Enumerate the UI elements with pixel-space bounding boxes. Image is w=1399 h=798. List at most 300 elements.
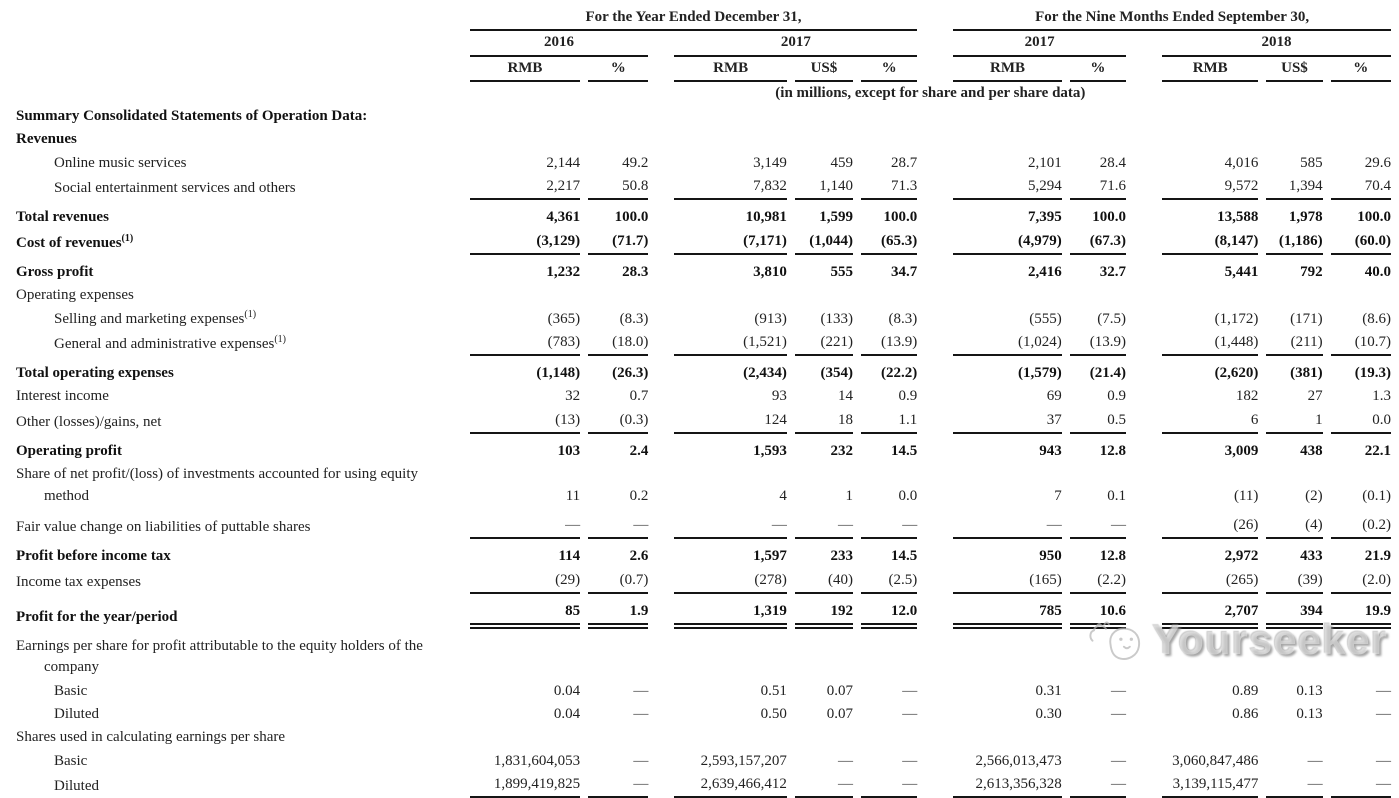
value-cell: (7,171) [674, 230, 786, 255]
column-spacer [1134, 539, 1154, 568]
value-cell [795, 726, 853, 749]
value-cell: (1,186) [1266, 230, 1322, 255]
value-cell: 12.0 [861, 594, 917, 629]
table-row [8, 434, 1391, 463]
table-row [8, 356, 1391, 385]
value-cell [1266, 128, 1322, 151]
table-row [8, 308, 1391, 331]
row-label: Operating expenses [16, 287, 134, 304]
value-cell: 792 [1300, 263, 1323, 280]
column-spacer [925, 750, 945, 773]
value-cell [1331, 105, 1391, 128]
column-spacer [925, 105, 945, 128]
value-cell: (71.7) [588, 230, 648, 255]
value-cell: 34.7 [891, 263, 918, 280]
column-spacer [656, 629, 666, 680]
value-cell: 13,588 [1217, 209, 1259, 226]
value-cell [1070, 105, 1126, 128]
header-spacer [925, 31, 945, 56]
value-cell: 2,639,466,412 [674, 773, 786, 798]
header-spacer [8, 31, 462, 56]
value-cell: 37 [953, 409, 1061, 434]
value-cell [861, 128, 917, 151]
value-cell: — [838, 752, 854, 769]
value-cell: 233 [830, 548, 854, 565]
value-cell: 1.1 [861, 409, 917, 434]
value-cell: 1,597 [753, 548, 787, 565]
table-row [8, 539, 1391, 568]
value-cell: 394 [1266, 594, 1322, 629]
value-cell: (2.0) [1331, 569, 1391, 594]
value-cell: 69 [1046, 388, 1062, 405]
value-cell: 7,395 [1028, 209, 1062, 226]
column-spacer [925, 569, 945, 594]
table-row [8, 750, 1391, 773]
period-group-year-ended: For the Year Ended December 31, [470, 6, 918, 31]
value-cell: 438 [1300, 443, 1323, 460]
value-cell: 1,599 [819, 209, 854, 226]
column-spacer [1134, 726, 1154, 749]
value-cell: (354) [820, 365, 854, 382]
column-spacer [925, 434, 945, 463]
table-row [8, 128, 1391, 151]
value-cell: 459 [830, 154, 854, 171]
column-spacer [1134, 508, 1154, 539]
column-spacer [925, 726, 945, 749]
value-cell: — [953, 508, 1061, 539]
table-row [8, 409, 1391, 434]
value-cell: (29) [470, 569, 580, 594]
col-pct-2017: % [861, 57, 917, 82]
column-spacer [925, 463, 945, 508]
value-cell: 0.31 [1035, 682, 1062, 699]
year-2018: 2018 [1162, 31, 1391, 56]
value-cell: 0.13 [1296, 682, 1323, 699]
value-cell: 21.9 [1364, 548, 1391, 565]
col-pct-2016: % [588, 57, 648, 82]
value-cell: (2,434) [743, 365, 787, 382]
column-spacer [1134, 308, 1154, 331]
row-label: Summary Consolidated Statements of Operation Data: [16, 108, 368, 125]
value-cell [470, 629, 580, 680]
value-cell [674, 128, 786, 151]
value-cell [795, 629, 853, 680]
value-cell: 11 [565, 487, 581, 504]
value-cell: (4) [1266, 508, 1322, 539]
table-row [8, 680, 1391, 703]
value-cell [588, 629, 648, 680]
value-cell: 7 [1054, 487, 1062, 504]
table-header [8, 6, 1391, 105]
financial-table-page [0, 6, 1399, 794]
column-spacer [1134, 152, 1154, 175]
table-row [8, 463, 1391, 508]
value-cell: (19.3) [1354, 365, 1391, 382]
value-cell: (60.0) [1331, 230, 1391, 255]
value-cell: 2,972 [1224, 548, 1259, 565]
value-cell: (67.3) [1070, 230, 1126, 255]
row-label: Online music services [54, 154, 187, 171]
value-cell: (7.5) [1097, 310, 1126, 327]
column-spacer [1134, 200, 1154, 229]
value-cell: 433 [1300, 548, 1323, 565]
column-spacer [656, 539, 666, 568]
column-spacer [925, 255, 945, 284]
value-cell: 0.0 [898, 487, 918, 504]
column-spacer [656, 750, 666, 773]
value-cell: 182 [1235, 388, 1259, 405]
value-cell: (1,172) [1214, 310, 1259, 327]
row-label: Gross profit [16, 263, 94, 280]
table-row [8, 726, 1391, 749]
value-cell [1070, 284, 1126, 307]
value-cell [1331, 726, 1391, 749]
col-rmb-2016: RMB [470, 57, 580, 82]
col-rmb-2017-9m: RMB [953, 57, 1061, 82]
col-usd-2017: US$ [795, 57, 853, 82]
value-cell: (40) [795, 569, 853, 594]
value-cell: (783) [470, 331, 580, 356]
row-label: Cost of revenues$^{(1)}$ [16, 232, 134, 251]
value-cell: 28.4 [1099, 154, 1126, 171]
value-cell [1070, 629, 1126, 680]
row-label: Diluted [54, 777, 99, 794]
value-cell: (26.3) [612, 365, 649, 382]
row-label: Profit for the year/period [16, 608, 178, 625]
row-label: Basic [54, 682, 88, 699]
value-cell: 585 [1300, 154, 1323, 171]
column-spacer [1134, 750, 1154, 773]
value-cell: (165) [953, 569, 1061, 594]
value-cell: 2.4 [629, 443, 649, 460]
column-spacer [1134, 128, 1154, 151]
value-cell: 100.0 [614, 209, 649, 226]
table-row [8, 200, 1391, 229]
column-spacer [1134, 569, 1154, 594]
column-spacer [656, 175, 666, 200]
table-row [8, 385, 1391, 408]
value-cell: 3,139,115,477 [1162, 773, 1258, 798]
value-cell: — [902, 706, 918, 723]
value-cell: 950 [1039, 548, 1062, 565]
value-cell: 0.07 [826, 706, 854, 723]
value-cell: 0.2 [629, 487, 649, 504]
header-spacer [8, 82, 462, 105]
value-cell: 0.7 [629, 388, 649, 405]
header-spacer [925, 6, 945, 31]
value-cell: (555) [1029, 310, 1062, 327]
column-spacer [925, 773, 945, 798]
value-cell: 5,294 [953, 175, 1061, 200]
value-cell: 1,978 [1288, 209, 1323, 226]
value-cell: — [633, 682, 649, 699]
header-spacer [8, 57, 462, 82]
column-spacer [925, 539, 945, 568]
value-cell: (278) [674, 569, 786, 594]
value-cell: (8,147) [1162, 230, 1258, 255]
value-cell: 1,232 [546, 263, 581, 280]
period-group-row [8, 6, 1391, 31]
value-cell: 1,831,604,053 [493, 752, 581, 769]
value-cell [861, 284, 917, 307]
value-cell: (1,579) [1018, 365, 1062, 382]
value-cell [953, 284, 1061, 307]
value-cell: 14 [838, 388, 854, 405]
value-cell: (8.3) [888, 310, 918, 327]
watermark-text: Yourseeker [1152, 616, 1388, 663]
value-cell: 0.07 [826, 682, 854, 699]
value-cell: — [588, 773, 648, 798]
value-cell: (0.7) [588, 569, 648, 594]
row-label: Operating profit [16, 443, 122, 460]
column-spacer [656, 463, 666, 508]
column-spacer [656, 434, 666, 463]
value-cell: (211) [1266, 331, 1322, 356]
value-cell: 103 [557, 443, 581, 460]
value-cell [795, 105, 853, 128]
table-row [8, 703, 1391, 726]
value-cell: (10.7) [1331, 331, 1391, 356]
value-cell [861, 726, 917, 749]
year-2016: 2016 [470, 31, 649, 56]
column-spacer [925, 629, 945, 680]
column-spacer [925, 385, 945, 408]
value-cell: 32 [565, 388, 581, 405]
value-cell [953, 128, 1061, 151]
value-cell: — [674, 508, 786, 539]
column-spacer [1134, 175, 1154, 200]
value-cell: 943 [1039, 443, 1062, 460]
table-row [8, 175, 1391, 200]
value-cell: (381) [1290, 365, 1323, 382]
value-cell: (1,148) [536, 365, 581, 382]
header-spacer [656, 31, 666, 56]
value-cell: 18 [795, 409, 853, 434]
column-spacer [656, 255, 666, 284]
value-cell: 49.2 [622, 154, 649, 171]
value-cell: 0.0 [1331, 409, 1391, 434]
column-spacer [1134, 434, 1154, 463]
value-cell: 71.3 [861, 175, 917, 200]
value-cell: 40.0 [1364, 263, 1391, 280]
value-cell: (3,129) [470, 230, 580, 255]
value-cell [470, 726, 580, 749]
table-row [8, 569, 1391, 594]
value-cell: (365) [547, 310, 581, 327]
value-cell: — [861, 508, 917, 539]
column-spacer [925, 308, 945, 331]
value-cell [1162, 726, 1258, 749]
table-row [8, 331, 1391, 356]
value-cell [470, 284, 580, 307]
column-spacer [925, 680, 945, 703]
header-spacer [656, 57, 666, 82]
row-label: Profit before income tax [16, 548, 171, 565]
row-label: Total revenues [16, 209, 109, 226]
period-group-nine-months: For the Nine Months Ended September 30, [953, 6, 1391, 31]
value-cell [1266, 629, 1322, 680]
column-spacer [1134, 105, 1154, 128]
column-spacer [656, 569, 666, 594]
column-spacer [656, 773, 666, 798]
col-rmb-2018: RMB [1162, 57, 1258, 82]
value-cell: 71.6 [1070, 175, 1126, 200]
column-spacer [1134, 773, 1154, 798]
row-label: Interest income [16, 388, 109, 405]
value-cell: — [795, 773, 853, 798]
column-spacer [656, 331, 666, 356]
value-cell: 70.4 [1331, 175, 1391, 200]
value-cell: 1.9 [588, 594, 648, 629]
column-spacer [1134, 680, 1154, 703]
column-spacer [656, 284, 666, 307]
value-cell: 12.8 [1099, 443, 1126, 460]
value-cell: — [470, 508, 580, 539]
column-spacer [656, 726, 666, 749]
value-cell: 28.7 [891, 154, 918, 171]
value-cell [795, 284, 853, 307]
column-spacer [1134, 284, 1154, 307]
year-2017-nine-months: 2017 [953, 31, 1126, 56]
value-cell: 93 [771, 388, 787, 405]
column-spacer [656, 308, 666, 331]
row-label: Earnings per share for profit attributable to the equity holders of the company [16, 638, 423, 676]
col-pct-2018: % [1331, 57, 1391, 82]
value-cell: 6 [1162, 409, 1258, 434]
column-spacer [925, 200, 945, 229]
value-cell: — [1070, 773, 1126, 798]
value-cell [795, 128, 853, 151]
col-rmb-2017: RMB [674, 57, 786, 82]
table-row [8, 508, 1391, 539]
value-cell: (65.3) [861, 230, 917, 255]
column-spacer [1134, 409, 1154, 434]
column-spacer [656, 508, 666, 539]
units-note: (in millions, except for share and per share data) [775, 84, 1086, 101]
value-cell: (13) [470, 409, 580, 434]
value-cell [674, 629, 786, 680]
value-cell [1331, 629, 1391, 680]
value-cell [1331, 128, 1391, 151]
value-cell: — [1110, 706, 1126, 723]
value-cell: 124 [674, 409, 786, 434]
column-spacer [1134, 356, 1154, 385]
value-cell: (21.4) [1089, 365, 1126, 382]
value-cell: — [795, 508, 853, 539]
row-label: Income tax expenses [16, 573, 141, 590]
value-cell: 32.7 [1099, 263, 1126, 280]
value-cell [1162, 284, 1258, 307]
value-cell: 85 [470, 594, 580, 629]
value-cell: — [1376, 752, 1391, 769]
value-cell: 3,810 [753, 263, 787, 280]
row-label: Revenues [16, 131, 77, 148]
value-cell [470, 105, 580, 128]
value-cell: (133) [820, 310, 854, 327]
value-cell: (221) [795, 331, 853, 356]
value-cell: (13.9) [861, 331, 917, 356]
value-cell: — [861, 773, 917, 798]
value-cell: 22.1 [1364, 443, 1391, 460]
value-cell: 0.04 [553, 706, 581, 723]
value-cell [588, 284, 648, 307]
value-cell: 555 [830, 263, 854, 280]
value-cell: 2,707 [1162, 594, 1258, 629]
value-cell: 1 [845, 487, 854, 504]
value-cell [1266, 726, 1322, 749]
value-cell: (13.9) [1070, 331, 1126, 356]
row-label: Diluted [54, 706, 99, 723]
value-cell: 3,009 [1224, 443, 1259, 460]
value-cell [953, 726, 1061, 749]
value-cell: 100.0 [883, 209, 918, 226]
value-cell: 2,613,356,328 [953, 773, 1061, 798]
value-cell: 0.9 [898, 388, 918, 405]
value-cell: 29.6 [1364, 154, 1391, 171]
column-spacer [656, 594, 666, 629]
column-spacer [656, 680, 666, 703]
value-cell: (1,024) [953, 331, 1061, 356]
header-spacer [1134, 31, 1154, 56]
value-cell: 0.5 [1070, 409, 1126, 434]
row-label: Basic [54, 752, 88, 769]
value-cell: — [1266, 773, 1322, 798]
value-cell: — [633, 752, 649, 769]
value-cell [1162, 128, 1258, 151]
column-spacer [925, 594, 945, 629]
row-label: Total operating expenses [16, 365, 174, 382]
value-cell: 0.86 [1232, 706, 1259, 723]
row-label: Social entertainment services and others [54, 180, 296, 197]
table-row [8, 629, 1391, 680]
value-cell: 9,572 [1162, 175, 1258, 200]
table-row [8, 230, 1391, 255]
value-cell: 1,394 [1266, 175, 1322, 200]
value-cell: (0.3) [588, 409, 648, 434]
value-cell: 0.50 [760, 706, 787, 723]
column-spacer [1134, 594, 1154, 629]
row-label: General and administrative expenses$^{(1)}$ [54, 333, 287, 352]
value-cell: (22.2) [881, 365, 918, 382]
value-cell: 4 [779, 487, 787, 504]
value-cell: — [1110, 682, 1126, 699]
value-cell: (39) [1266, 569, 1322, 594]
value-cell: — [902, 752, 918, 769]
column-spacer [1134, 331, 1154, 356]
value-cell: (0.2) [1331, 508, 1391, 539]
row-label: Selling and marketing expenses$^{(1)}$ [54, 308, 257, 327]
column-spacer [925, 409, 945, 434]
value-cell: 785 [953, 594, 1061, 629]
value-cell: 1 [1266, 409, 1322, 434]
value-cell: 0.89 [1232, 682, 1259, 699]
value-cell: (2.5) [861, 569, 917, 594]
value-cell: (2.2) [1070, 569, 1126, 594]
column-spacer [656, 152, 666, 175]
column-spacer [1134, 385, 1154, 408]
value-cell [1162, 629, 1258, 680]
value-cell: 2,566,013,473 [975, 752, 1062, 769]
value-cell: 19.9 [1331, 594, 1391, 629]
value-cell: 14.5 [891, 548, 918, 565]
value-cell [1070, 128, 1126, 151]
value-cell [674, 726, 786, 749]
value-cell: 0.13 [1296, 706, 1323, 723]
column-spacer [656, 105, 666, 128]
value-cell: 4,361 [546, 209, 581, 226]
column-spacer [656, 230, 666, 255]
column-spacer [1134, 230, 1154, 255]
